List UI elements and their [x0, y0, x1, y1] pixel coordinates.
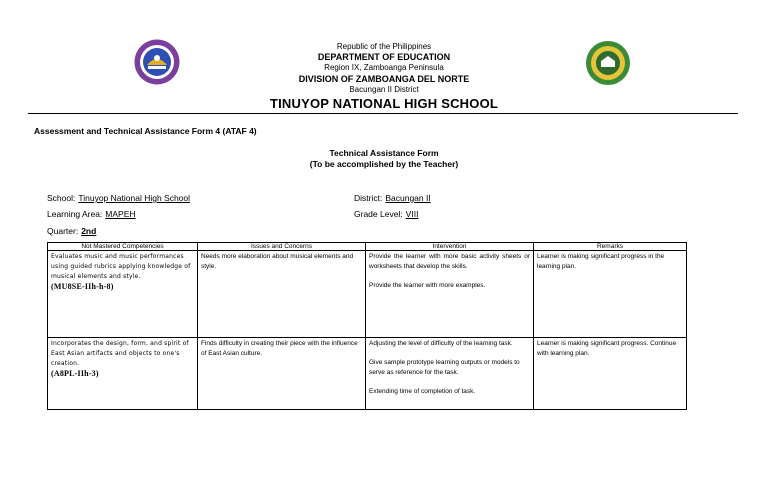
intervention-item: Give sample prototype learning outputs or models to serve as reference for the task.	[369, 359, 520, 376]
district-value: Bacungan II	[385, 193, 431, 203]
school-name-title: TINUYOP NATIONAL HIGH SCHOOL	[269, 96, 499, 111]
form-subtitle: Technical Assistance Form	[329, 148, 439, 158]
technical-assistance-table	[47, 242, 687, 410]
quarter-field	[47, 227, 96, 236]
remarks-cell: Learner is making significant progress in the learning plan.	[534, 251, 687, 338]
district-field	[354, 194, 431, 203]
intervention-item: Extending time of completion of task.	[369, 388, 476, 395]
learning-area-value: MAPEH	[105, 209, 136, 219]
school-label: School:	[47, 193, 76, 203]
issues-cell: Finds difficulty in creating their piece with the influence of East Asian culture.	[198, 338, 366, 410]
competency-text: Incorporates the design, form, and spirit of East Asian artifacts and objects to one's creation.	[51, 340, 189, 367]
learning-area-field	[47, 210, 136, 219]
header-intervention: Intervention	[366, 243, 534, 251]
form-title: Assessment and Technical Assistance Form 4 (ATAF 4)	[34, 126, 257, 136]
department-line: DEPARTMENT OF EDUCATION	[317, 52, 451, 62]
grade-level-label: Grade Level:	[354, 209, 403, 219]
competency-code: (A8PL-IIh-3)	[51, 369, 99, 378]
intervention-item: Provide the learner with more examples.	[369, 282, 486, 289]
table-header-row	[48, 243, 687, 251]
school-value: Tinuyop National High School	[78, 193, 191, 203]
learning-area-label: Learning Area:	[47, 209, 103, 219]
header-issues: Issues and Concerns	[198, 243, 366, 251]
quarter-label: Quarter:	[47, 226, 79, 236]
region-line: Region IX, Zamboanga Peninsula	[324, 63, 444, 72]
republic-line: Republic of the Philippines	[336, 42, 432, 51]
grade-level-value: VIII	[405, 209, 419, 219]
competency-text: Evaluates music and music performances using guided rubrics applying knowledge of musical elements and style.	[51, 253, 191, 280]
header-competencies: Not Mastered Competencies	[48, 243, 198, 251]
competency-cell	[48, 338, 198, 410]
header-divider	[28, 113, 738, 114]
intervention-cell	[366, 251, 534, 338]
issues-cell: Needs more elaboration about musical elements and style.	[198, 251, 366, 338]
remarks-cell: Learner is making significant progress. Continue with learning plan.	[534, 338, 687, 410]
school-field	[47, 194, 190, 203]
grade-level-field	[354, 210, 418, 219]
header-remarks: Remarks	[534, 243, 687, 251]
intervention-item: Provide the learner with more basic activity sheets or worksheets that develop the skills.	[369, 253, 530, 270]
intervention-item: Adjusting the level of difficulty of the learning task.	[369, 340, 513, 347]
table-row	[48, 338, 687, 410]
competency-cell	[48, 251, 198, 338]
district-label: District:	[354, 193, 383, 203]
table-row	[48, 251, 687, 338]
district-line: Bacungan II District	[349, 85, 419, 94]
quarter-value: 2nd	[81, 226, 97, 236]
intervention-cell	[366, 338, 534, 410]
competency-code: (MU8SE-IIh-h-8)	[51, 282, 114, 291]
division-line: DIVISION OF ZAMBOANGA DEL NORTE	[298, 74, 470, 84]
form-instruction: (To be accomplished by the Teacher)	[309, 159, 459, 169]
